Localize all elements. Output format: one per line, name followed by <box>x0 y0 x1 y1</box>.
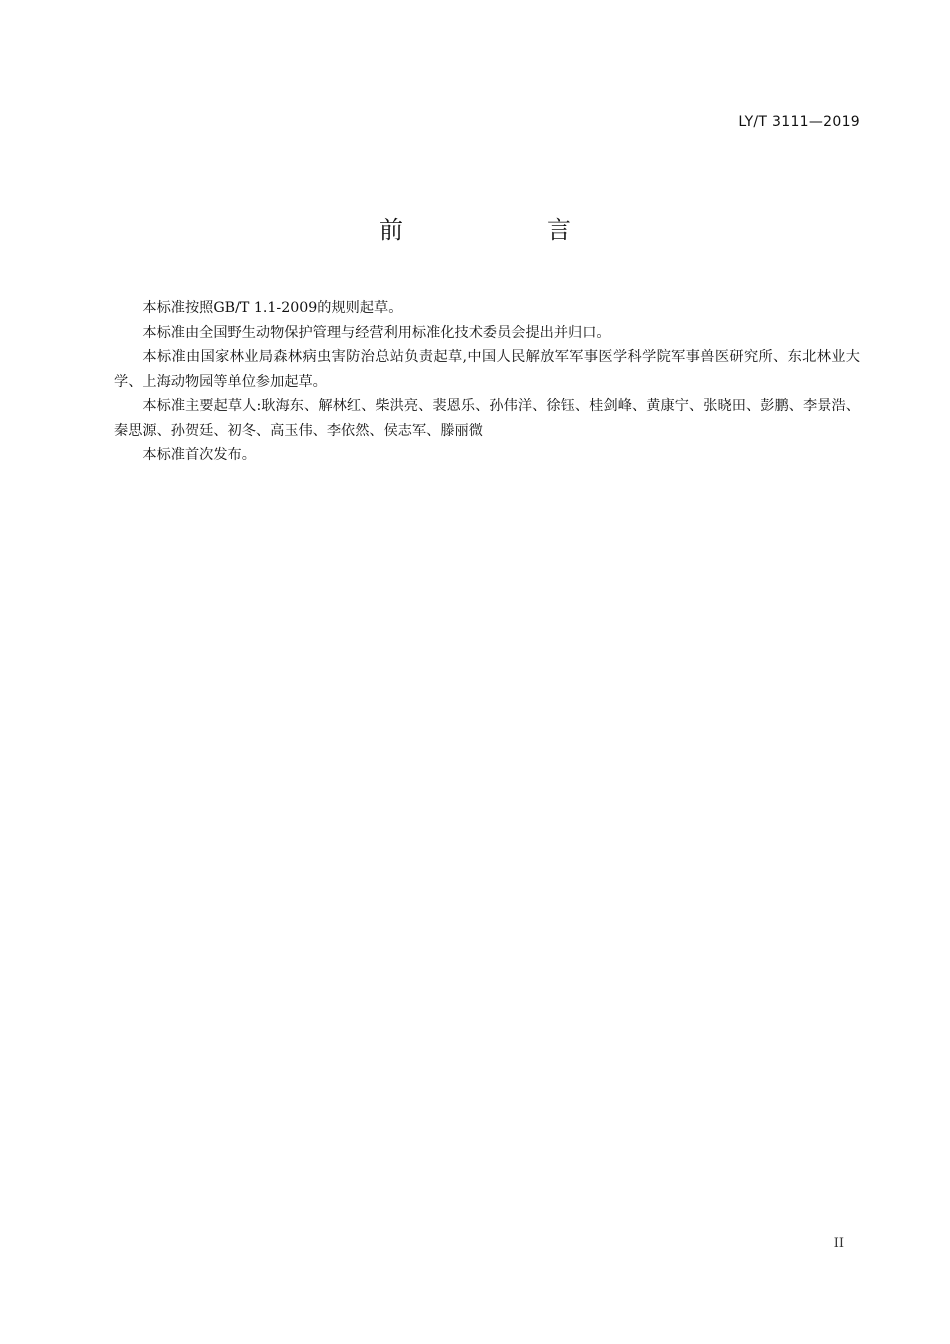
paragraph-drafters: 本标准主要起草人:耿海东、解林红、柴洪亮、裴恩乐、孙伟洋、徐钰、桂剑峰、黄康宁、张晓田、彭鹏、李景浩、秦思源、孙贺廷、初冬、高玉伟、李依然、侯志军、滕丽微 <box>114 398 860 439</box>
section-title-foreword: 前 言 <box>379 216 631 244</box>
paragraph-proposer: 本标准由全国野生动物保护管理与经营利用标准化技术委员会提出并归口。 <box>142 324 611 341</box>
standard-code: LY/T 3111—2019 <box>738 114 860 130</box>
foreword-body <box>114 296 860 468</box>
paragraph-drafting-units: 本标准由国家林业局森林病虫害防治总站负责起草,中国人民解放军军事医学科学院军事兽医研究所、东北林业大学、上海动物园等单位参加起草。 <box>114 349 860 390</box>
paragraph-drafting-rules: 本标准按照GB/T 1.1-2009的规则起草。 <box>142 300 403 316</box>
page-number: II <box>833 1236 844 1251</box>
paragraph-first-release: 本标准首次发布。 <box>142 447 256 463</box>
